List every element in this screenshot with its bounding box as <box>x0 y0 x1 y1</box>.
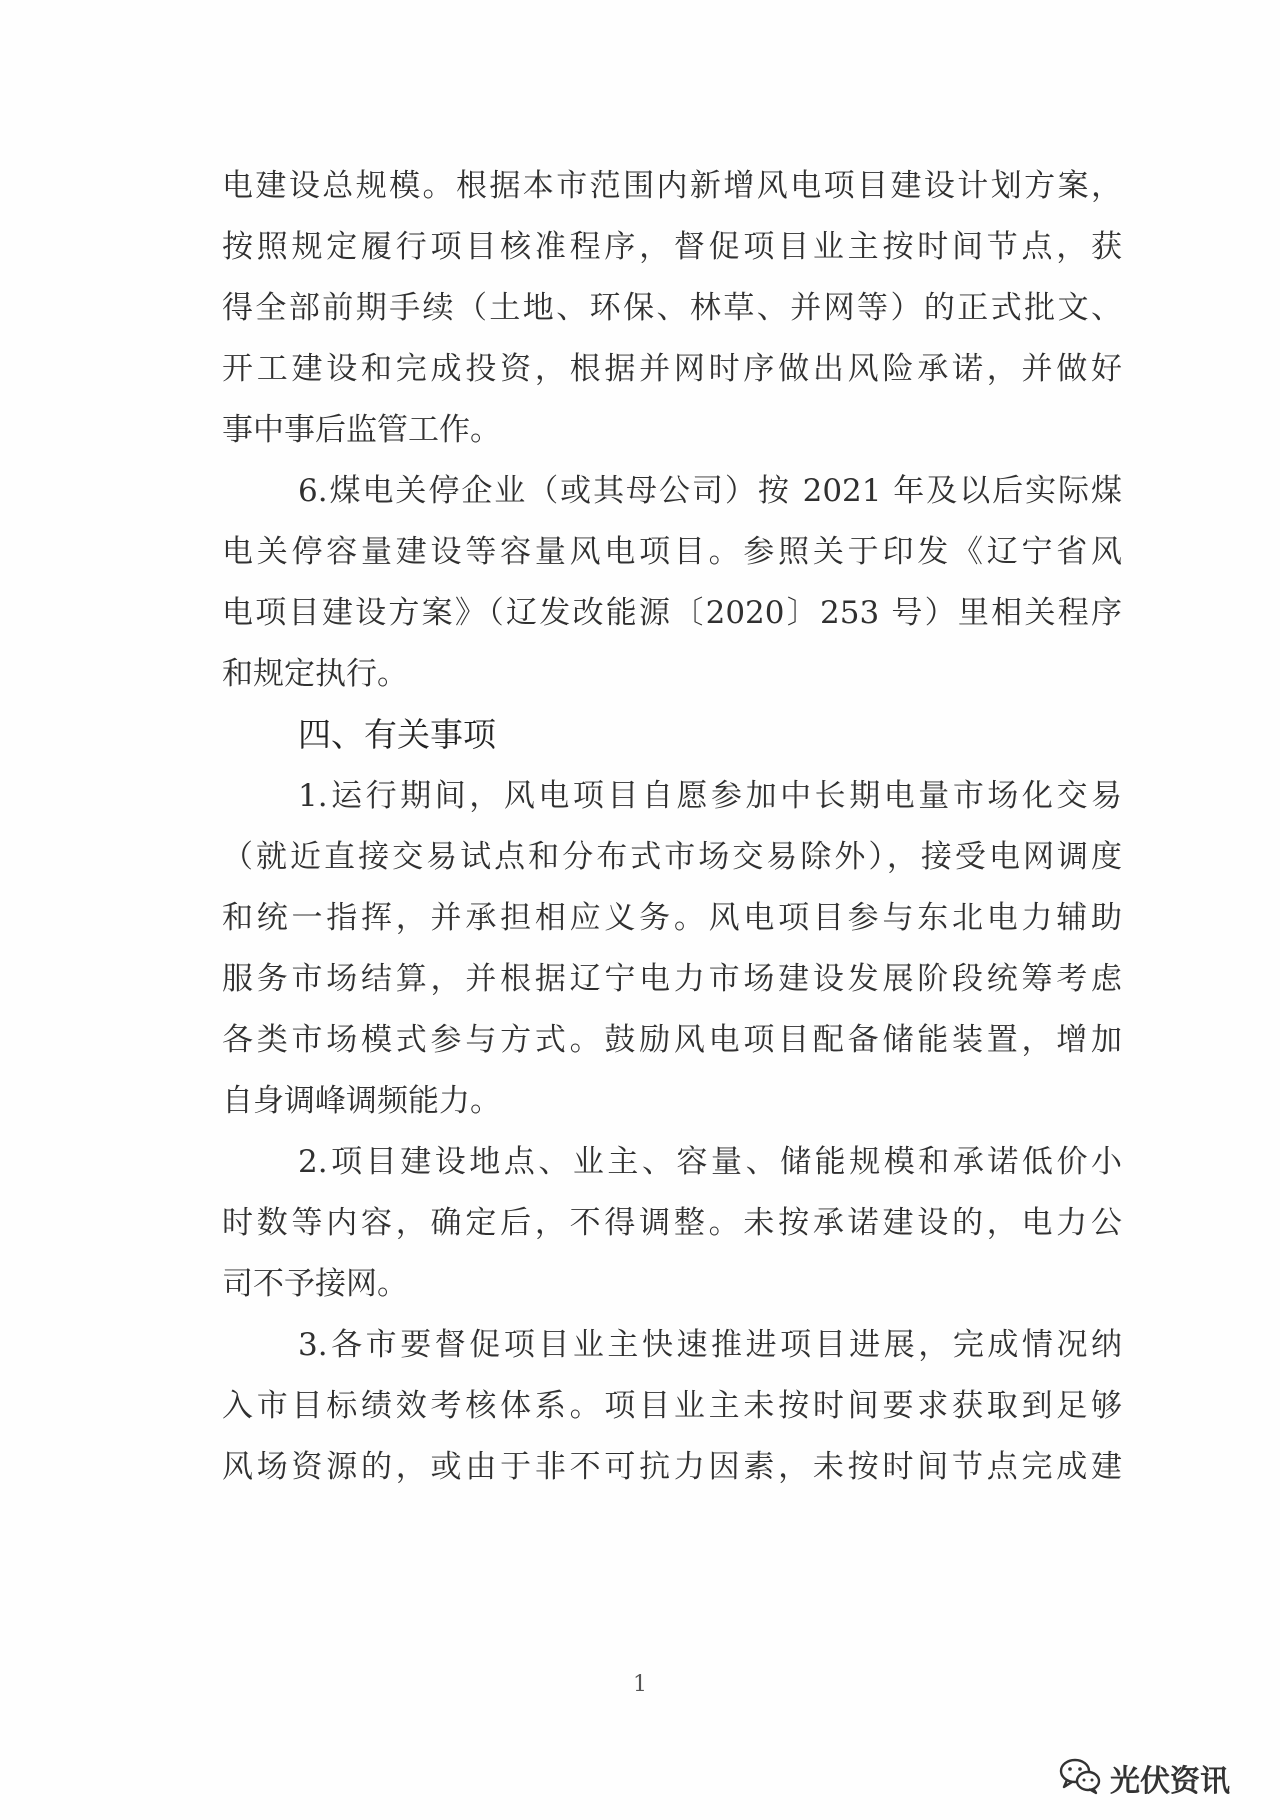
section-heading: 四、有关事项 <box>298 715 496 754</box>
paragraph-line: 开工建设和完成投资，根据并网时序做出风险承诺，并做好 <box>222 351 1122 387</box>
paragraph-line: 时数等内容，确定后，不得调整。未按承诺建设的，电力公 <box>222 1205 1122 1241</box>
paragraph-line: 和统一指挥，并承担相应义务。风电项目参与东北电力辅助 <box>222 900 1122 936</box>
watermark-text: 光伏资讯 <box>1110 1764 1230 1799</box>
paragraph-line: 风场资源的，或由于非不可抗力因素，未按时间节点完成建 <box>222 1449 1122 1485</box>
paragraph-line: 电项目建设方案》（辽发改能源〔2020〕253 号）里相关程序 <box>222 595 1122 631</box>
paragraph-line: 得全部前期手续（土地、环保、林草、并网等）的正式批文、 <box>222 290 1122 326</box>
watermark <box>1058 1756 1230 1800</box>
paragraph-line: 自身调峰调频能力。 <box>222 1083 501 1119</box>
paragraph-line: 服务市场结算，并根据辽宁电力市场建设发展阶段统筹考虑 <box>222 961 1122 997</box>
paragraph-line: 事中事后监管工作。 <box>222 412 501 448</box>
page-number: 1 <box>633 1672 647 1697</box>
paragraph-line: 按照规定履行项目核准程序，督促项目业主按时间节点，获 <box>222 229 1122 265</box>
paragraph-line: 6.煤电关停企业（或其母公司）按 2021 年及以后实际煤 <box>298 473 1122 509</box>
paragraph-line: 各类市场模式参与方式。鼓励风电项目配备储能装置，增加 <box>222 1022 1122 1058</box>
paragraph-line: 入市目标绩效考核体系。项目业主未按时间要求获取到足够 <box>222 1388 1122 1424</box>
paragraph-line: 司不予接网。 <box>222 1266 408 1302</box>
paragraph-line: 2.项目建设地点、业主、容量、储能规模和承诺低价小 <box>298 1144 1122 1180</box>
paragraph-line: 电建设总规模。根据本市范围内新增风电项目建设计划方案， <box>222 168 1122 204</box>
paragraph-line: 电关停容量建设等容量风电项目。参照关于印发《辽宁省风 <box>222 534 1122 570</box>
paragraph-line: 和规定执行。 <box>222 656 408 692</box>
paragraph-line: 3.各市要督促项目业主快速推进项目进展，完成情况纳 <box>298 1327 1122 1363</box>
paragraph-line: （就近直接交易试点和分布式市场交易除外），接受电网调度 <box>222 839 1122 875</box>
wechat-icon <box>1058 1756 1102 1800</box>
paragraph-line: 1.运行期间，风电项目自愿参加中长期电量市场化交易 <box>298 778 1122 814</box>
